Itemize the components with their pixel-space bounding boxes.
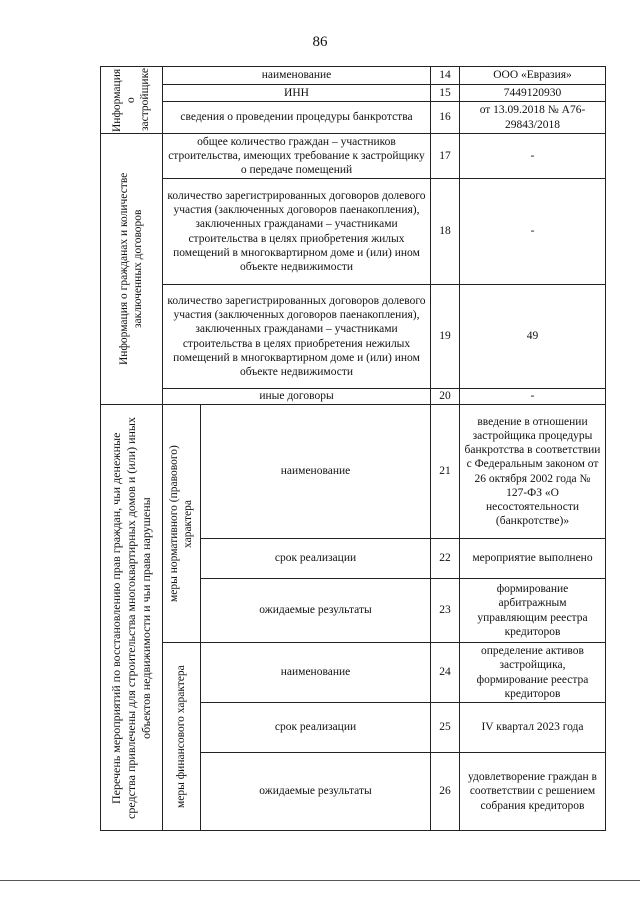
- row-number: 23: [431, 579, 460, 643]
- table-row: [101, 405, 606, 539]
- row-value: -: [460, 179, 606, 285]
- row-value: удовлетворение граждан в соответствии с решением собрания кредиторов: [460, 753, 606, 831]
- row-label: количество зарегистрированных договоров долевого участия (заключенных договоров паенакопления), заключенных гражданами – участниками строительства в целях приобретения жилых помещений в многоквартирном доме и (или) ином объекте недвижимости: [163, 179, 431, 285]
- row-value: -: [460, 389, 606, 405]
- row-number: 20: [431, 389, 460, 405]
- citizens-info-group-cell: [101, 134, 163, 405]
- row-value: определение активов застройщика, формирование реестра кредиторов: [460, 643, 606, 703]
- table-row: [101, 85, 606, 102]
- developer-info-group-label: Информация о застройщике: [111, 68, 152, 132]
- table-row: [101, 102, 606, 134]
- row-value: IV квартал 2023 года: [460, 703, 606, 753]
- table-row: [101, 389, 606, 405]
- row-label: общее количество граждан – участников строительства, имеющих требование к застройщику о передаче помещений: [163, 134, 431, 179]
- financial-measures-label: меры финансового характера: [175, 665, 188, 808]
- row-label: срок реализации: [201, 539, 431, 579]
- row-value: введение в отношении застройщика процедуры банкротства в соответствии с Федеральным законом от 26 октября 2002 года № 127-ФЗ «О несостоятельности (банкротстве)»: [460, 405, 606, 539]
- row-label: ИНН: [163, 85, 431, 102]
- developer-info-group-cell: [101, 67, 163, 134]
- row-number: 17: [431, 134, 460, 179]
- row-label: наименование: [201, 405, 431, 539]
- row-label: количество зарегистрированных договоров долевого участия (заключенных договоров паенакопления), заключенных гражданами – участниками строительства в целях приобретения нежилых помещений в многоквартирном доме и (или) ином объекте недвижимости: [163, 285, 431, 389]
- row-number: 21: [431, 405, 460, 539]
- row-value: от 13.09.2018 № А76-29843/2018: [460, 102, 606, 134]
- table-row: [101, 179, 606, 285]
- row-number: 24: [431, 643, 460, 703]
- row-number: 16: [431, 102, 460, 134]
- row-label: ожидаемые результаты: [201, 753, 431, 831]
- row-number: 18: [431, 179, 460, 285]
- row-label: срок реализации: [201, 703, 431, 753]
- row-label: наименование: [201, 643, 431, 703]
- project-info-table: [100, 66, 606, 831]
- citizens-info-group-label: Информация о гражданах и количестве заключенных договоров: [118, 172, 145, 366]
- measures-list-group-cell: [101, 405, 163, 831]
- measures-list-group-label: Перечень мероприятий по восстановлению прав граждан, чьи денежные средства привлечены для строительства многоквартирных домов и (или) иных объектов недвижимости и чьи права нарушены: [109, 416, 153, 819]
- row-label: иные договоры: [163, 389, 431, 405]
- regulatory-measures-label: меры нормативного (правового) характера: [168, 445, 195, 602]
- table-row: [101, 285, 606, 389]
- financial-measures-cell: [163, 643, 201, 831]
- row-value: 7449120930: [460, 85, 606, 102]
- page-number: 86: [312, 34, 328, 50]
- table-row: [101, 67, 606, 85]
- table-row: [101, 134, 606, 179]
- row-number: 14: [431, 67, 460, 85]
- row-number: 15: [431, 85, 460, 102]
- row-value: формирование арбитражным управляющим реестра кредиторов: [460, 579, 606, 643]
- row-label: сведения о проведении процедуры банкротства: [163, 102, 431, 134]
- row-value: мероприятие выполнено: [460, 539, 606, 579]
- row-value: 49: [460, 285, 606, 389]
- table-row: [101, 643, 606, 703]
- page-bottom-divider: [0, 880, 640, 881]
- row-number: 19: [431, 285, 460, 389]
- row-label: наименование: [163, 67, 431, 85]
- row-number: 26: [431, 753, 460, 831]
- row-number: 22: [431, 539, 460, 579]
- row-value: ООО «Евразия»: [460, 67, 606, 85]
- row-number: 25: [431, 703, 460, 753]
- row-label: ожидаемые результаты: [201, 579, 431, 643]
- regulatory-measures-cell: [163, 405, 201, 643]
- row-value: -: [460, 134, 606, 179]
